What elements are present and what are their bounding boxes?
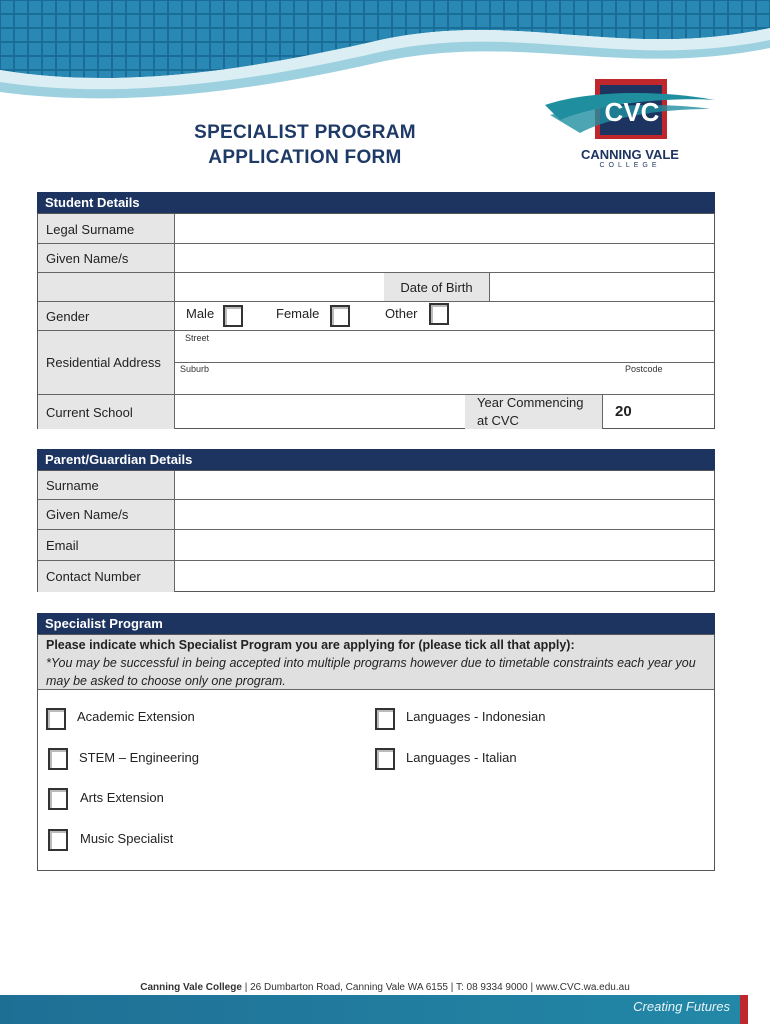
gender-male-checkbox[interactable] bbox=[223, 305, 243, 327]
street-field[interactable] bbox=[175, 331, 714, 363]
year-commencing-label: Year Commencing at CVC bbox=[465, 395, 603, 429]
languages-italian-checkbox[interactable] bbox=[375, 748, 395, 770]
postcode-caption: Postcode bbox=[625, 364, 663, 374]
dob-label: Date of Birth bbox=[384, 273, 490, 301]
given-names-row bbox=[38, 243, 714, 272]
parent-contact-row bbox=[38, 560, 714, 592]
languages-indonesian-label: Languages - Indonesian bbox=[406, 709, 546, 724]
parent-contact-label: Contact Number bbox=[38, 561, 175, 592]
gender-label: Gender bbox=[38, 302, 175, 330]
academic-extension-label: Academic Extension bbox=[77, 709, 195, 724]
logo-subtitle: COLLEGE bbox=[599, 162, 661, 169]
gender-female-checkbox[interactable] bbox=[330, 305, 350, 327]
suburb-caption: Suburb bbox=[180, 364, 210, 374]
logo-name: CANNING VALE bbox=[581, 147, 679, 162]
current-school-row bbox=[38, 394, 714, 429]
given-names-label: Given Name/s bbox=[38, 244, 175, 272]
parent-surname-label: Surname bbox=[38, 471, 175, 500]
parent-contact-field[interactable] bbox=[175, 561, 714, 592]
form-title-line2: APPLICATION FORM bbox=[208, 147, 402, 168]
languages-italian-label: Languages - Italian bbox=[406, 750, 517, 765]
dob-row-blank bbox=[175, 273, 385, 301]
dob-row bbox=[38, 272, 714, 301]
footer-college-name: Canning Vale College bbox=[140, 982, 242, 993]
parent-details-table bbox=[37, 470, 715, 592]
academic-extension-checkbox[interactable] bbox=[46, 708, 66, 730]
music-specialist-checkbox[interactable] bbox=[48, 829, 68, 851]
address-label: Residential Address bbox=[38, 331, 175, 394]
current-school-label: Current School bbox=[38, 395, 175, 429]
program-instructions bbox=[38, 635, 714, 690]
address-row bbox=[38, 330, 714, 394]
parent-surname-row bbox=[38, 471, 714, 500]
music-specialist-label: Music Specialist bbox=[80, 831, 174, 846]
legal-surname-field[interactable] bbox=[175, 214, 714, 244]
program-note-text: *You may be successful in being accepted into multiple programs however due to timetable constraints each year you may be asked to choose only one program. bbox=[46, 656, 696, 688]
footer-tagline: Creating Futures bbox=[633, 999, 730, 1014]
program-heading: Specialist Program bbox=[37, 613, 715, 635]
parent-surname-field[interactable] bbox=[175, 471, 714, 500]
parent-given-row bbox=[38, 499, 714, 529]
stem-engineering-checkbox[interactable] bbox=[48, 748, 68, 770]
student-details-table bbox=[37, 213, 715, 429]
year-commencing-field[interactable] bbox=[603, 395, 714, 429]
student-details-heading: Student Details bbox=[37, 192, 715, 214]
suburb-field[interactable] bbox=[175, 362, 714, 394]
stem-engineering-label: STEM – Engineering bbox=[79, 750, 199, 765]
gender-other-label: Other bbox=[385, 306, 418, 321]
current-school-field[interactable] bbox=[175, 395, 466, 429]
year-prefix: 20 bbox=[615, 403, 632, 420]
languages-indonesian-checkbox[interactable] bbox=[375, 708, 395, 730]
footer-details: | 26 Dumbarton Road, Canning Vale WA 6155 | T: 08 9334 9000 | www.CVC.wa.edu.au bbox=[241, 982, 630, 993]
arts-extension-checkbox[interactable] bbox=[48, 788, 68, 810]
college-logo bbox=[540, 75, 720, 175]
parent-email-label: Email bbox=[38, 530, 175, 560]
form-title-line1: SPECIALIST PROGRAM bbox=[194, 122, 416, 143]
dob-field[interactable] bbox=[490, 273, 714, 301]
arts-extension-label: Arts Extension bbox=[80, 790, 164, 805]
parent-given-field[interactable] bbox=[175, 500, 714, 529]
program-table bbox=[37, 634, 715, 871]
dob-row-blank-label bbox=[38, 273, 175, 301]
program-instruction-text: Please indicate which Specialist Program you are applying for (please tick all that apply): bbox=[46, 638, 575, 652]
legal-surname-row bbox=[38, 214, 714, 244]
parent-given-label: Given Name/s bbox=[38, 500, 175, 529]
gender-other-checkbox[interactable] bbox=[429, 303, 449, 325]
gender-row bbox=[38, 301, 714, 330]
footer-address bbox=[0, 982, 770, 993]
street-caption: Street bbox=[185, 333, 210, 343]
gender-male-label: Male bbox=[186, 306, 215, 321]
legal-surname-label: Legal Surname bbox=[38, 214, 175, 244]
parent-email-row bbox=[38, 529, 714, 560]
parent-email-field[interactable] bbox=[175, 530, 714, 560]
given-names-field[interactable] bbox=[175, 244, 714, 272]
gender-female-label: Female bbox=[276, 306, 320, 321]
parent-details-heading: Parent/Guardian Details bbox=[37, 449, 715, 471]
logo-letters: CVC bbox=[604, 97, 660, 127]
